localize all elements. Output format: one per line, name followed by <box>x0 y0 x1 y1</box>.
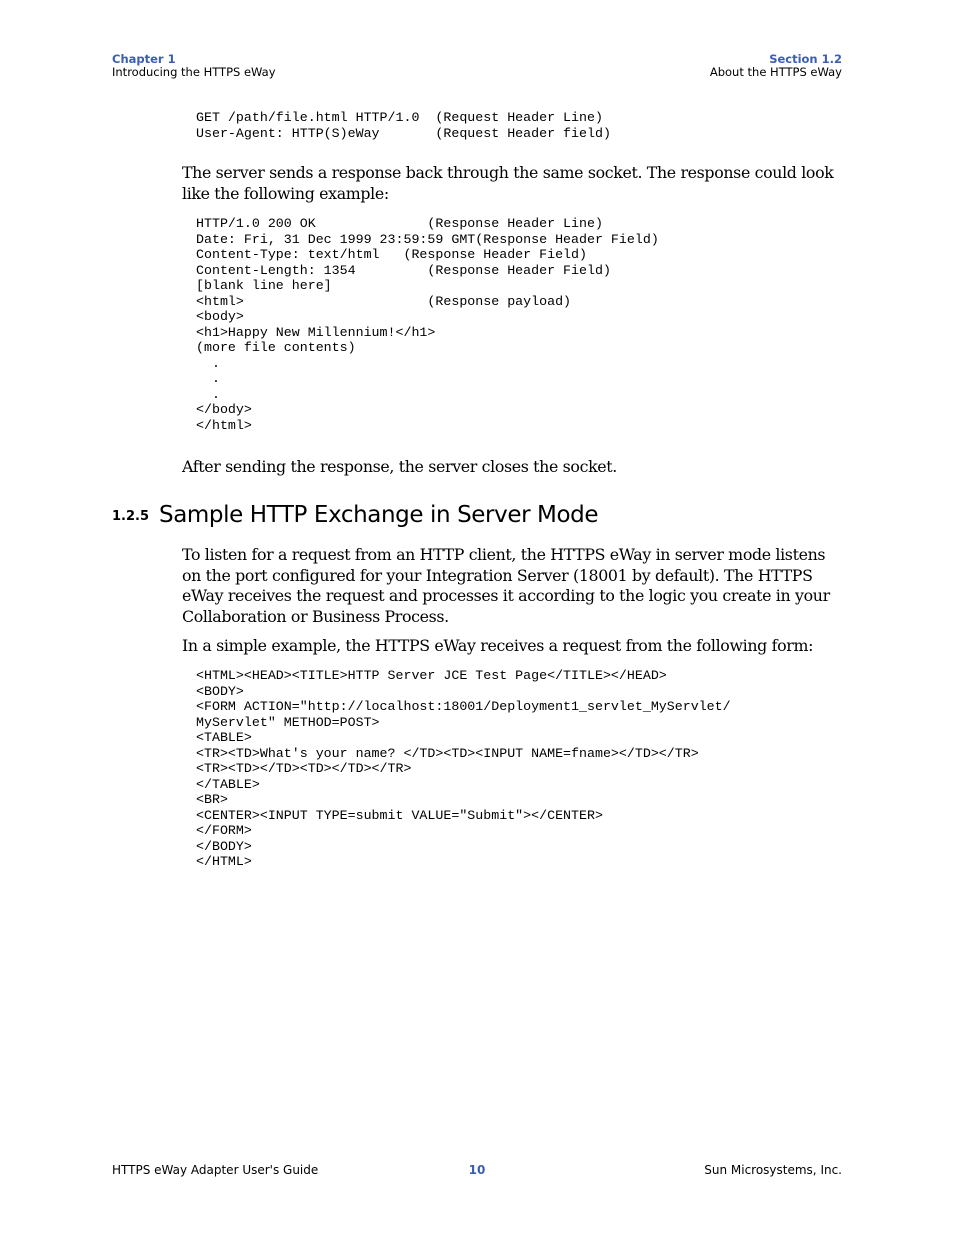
section-heading-title: Sample HTTP Exchange in Server Mode <box>159 502 599 528</box>
paragraph-response-intro: The server sends a response back through the same socket. The response could look like the following example: <box>182 163 834 203</box>
paragraph-listen: To listen for a request from an HTTP client, the HTTPS eWay in server mode listens on the port configured for your Integration Server (18001 by default). The HTTPS eWay receives the request and processes it according to the logic you create in your Collaboration or Business Process. <box>182 545 830 626</box>
code-block-form: <HTML><HEAD><TITLE>HTTP Server JCE Test Page</TITLE></HEAD> <BODY> <FORM ACTION="http://localhost:18001/Deployment1_servlet_MyServlet/ MyServlet" METHOD=POST> <TABLE> <TR><TD>What's your name? </TD><TD><INPUT NAME=fname></TD></TR> <TR><TD></TD><TD></TD></TR> </TABLE> <BR> <CENTER><INPUT TYPE=submit VALUE="Submit"></CENTER> </FORM> </BODY> </HTML> <box>196 668 731 869</box>
footer-guide-title: HTTPS eWay Adapter User's Guide <box>112 1163 319 1177</box>
running-header-right <box>710 53 842 79</box>
code-block-request: GET /path/file.html HTTP/1.0 (Request Header Line) User-Agent: HTTP(S)eWay (Request Header field) <box>196 110 611 141</box>
paragraph-after-response: After sending the response, the server closes the socket. <box>182 457 617 476</box>
code-block-response: HTTP/1.0 200 OK (Response Header Line) Date: Fri, 31 Dec 1999 23:59:59 GMT(Response Header Field) Content-Type: text/html (Response Header Field) Content-Length: 1354 (Response Header Field) [blank line here] <html> (Response payload) <body> <h1>Happy New Millennium!</h1> (more file contents) . . . </body> </html> <box>196 216 659 433</box>
paragraph-simple-example: In a simple example, the HTTPS eWay receives a request from the following form: <box>182 636 814 655</box>
running-header-left <box>112 53 276 79</box>
footer-company: Sun Microsystems, Inc. <box>704 1163 842 1177</box>
chapter-label: Chapter 1 <box>112 52 176 66</box>
chapter-title: Introducing the HTTPS eWay <box>112 65 276 79</box>
section-label: Section 1.2 <box>769 52 842 66</box>
section-number: 1.2.5 <box>112 509 150 524</box>
section-heading <box>112 502 598 529</box>
footer-page-number: 10 <box>468 1163 486 1177</box>
section-title-header: About the HTTPS eWay <box>709 65 842 79</box>
